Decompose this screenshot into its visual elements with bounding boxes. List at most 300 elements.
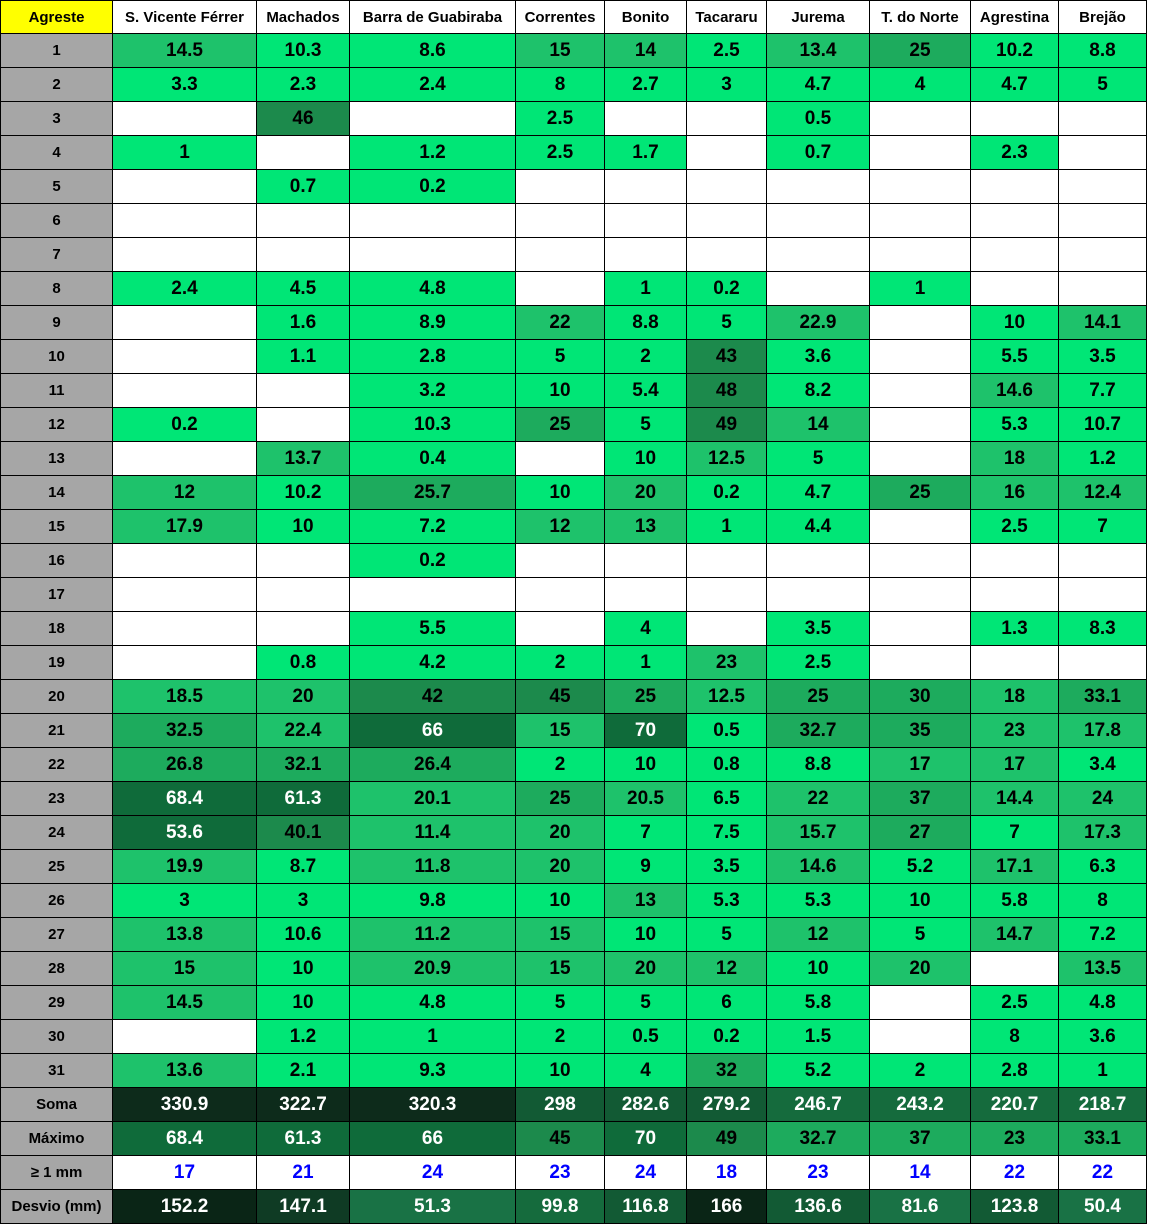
day-row — [1, 510, 1147, 544]
rain-cell: 11.2 — [350, 918, 516, 952]
day-label: 13 — [1, 442, 113, 476]
rain-cell: 13.4 — [767, 34, 870, 68]
day-label: 19 — [1, 646, 113, 680]
rain-cell: 5 — [687, 918, 767, 952]
day-row — [1, 884, 1147, 918]
rain-cell — [605, 578, 687, 612]
day-label: 17 — [1, 578, 113, 612]
rain-cell: 13 — [605, 884, 687, 918]
rain-cell — [767, 238, 870, 272]
summary-cell: 50.4 — [1059, 1190, 1147, 1224]
summary-cell: 37 — [870, 1122, 971, 1156]
summary-cell: 49 — [687, 1122, 767, 1156]
rain-cell — [605, 170, 687, 204]
rain-cell: 35 — [870, 714, 971, 748]
rain-cell — [113, 578, 257, 612]
rain-cell: 12 — [113, 476, 257, 510]
rain-cell — [971, 272, 1059, 306]
rain-cell — [1059, 102, 1147, 136]
rain-cell: 0.4 — [350, 442, 516, 476]
rain-cell: 5.5 — [350, 612, 516, 646]
rain-cell: 10.7 — [1059, 408, 1147, 442]
rain-cell: 2.3 — [971, 136, 1059, 170]
rain-cell: 0.8 — [687, 748, 767, 782]
rain-cell — [870, 306, 971, 340]
day-row — [1, 850, 1147, 884]
rain-cell: 1.6 — [257, 306, 350, 340]
rain-cell: 10 — [516, 884, 605, 918]
rain-cell — [870, 170, 971, 204]
column-header: T. do Norte — [870, 1, 971, 34]
summary-row-max — [1, 1122, 1147, 1156]
rain-cell: 2.5 — [767, 646, 870, 680]
day-label: 11 — [1, 374, 113, 408]
rain-cell: 20.1 — [350, 782, 516, 816]
rain-cell: 10 — [605, 442, 687, 476]
rain-cell — [870, 544, 971, 578]
rain-cell: 7.2 — [1059, 918, 1147, 952]
day-label: 6 — [1, 204, 113, 238]
rain-cell: 8.7 — [257, 850, 350, 884]
rain-cell: 10.6 — [257, 918, 350, 952]
rain-cell: 22 — [767, 782, 870, 816]
rain-cell — [257, 136, 350, 170]
column-header: Machados — [257, 1, 350, 34]
rain-cell: 12 — [516, 510, 605, 544]
summary-cell: 220.7 — [971, 1088, 1059, 1122]
rain-cell: 1.2 — [1059, 442, 1147, 476]
rain-cell: 7.7 — [1059, 374, 1147, 408]
rain-cell: 32.5 — [113, 714, 257, 748]
day-row — [1, 68, 1147, 102]
rain-cell: 2.5 — [971, 986, 1059, 1020]
rain-cell: 1 — [687, 510, 767, 544]
rain-cell — [870, 442, 971, 476]
summary-cell: 23 — [971, 1122, 1059, 1156]
summary-cell: 66 — [350, 1122, 516, 1156]
day-label: 14 — [1, 476, 113, 510]
rain-cell: 19.9 — [113, 850, 257, 884]
rain-cell — [113, 374, 257, 408]
summary-cell: 51.3 — [350, 1190, 516, 1224]
day-label: 26 — [1, 884, 113, 918]
rain-cell: 14.7 — [971, 918, 1059, 952]
rain-cell — [257, 612, 350, 646]
rain-cell: 10.3 — [350, 408, 516, 442]
rain-cell: 43 — [687, 340, 767, 374]
rain-cell — [971, 544, 1059, 578]
table-body — [1, 34, 1147, 1224]
rain-cell: 24 — [1059, 782, 1147, 816]
summary-cell: 243.2 — [870, 1088, 971, 1122]
rain-cell: 0.2 — [687, 1020, 767, 1054]
rain-cell: 12.5 — [687, 442, 767, 476]
rain-cell: 4.5 — [257, 272, 350, 306]
rain-cell — [767, 170, 870, 204]
rain-cell: 8 — [516, 68, 605, 102]
rain-cell: 4.7 — [767, 68, 870, 102]
rain-cell: 8.6 — [350, 34, 516, 68]
rain-cell: 5 — [516, 340, 605, 374]
rain-cell: 23 — [687, 646, 767, 680]
region-title: Agreste — [1, 1, 113, 34]
day-row — [1, 578, 1147, 612]
rain-cell — [870, 646, 971, 680]
rain-cell: 10 — [257, 952, 350, 986]
day-label: 10 — [1, 340, 113, 374]
rain-cell — [1059, 272, 1147, 306]
rain-cell: 7 — [1059, 510, 1147, 544]
rain-cell: 5 — [516, 986, 605, 1020]
rain-cell — [971, 646, 1059, 680]
rain-cell — [516, 204, 605, 238]
rain-cell: 3.6 — [767, 340, 870, 374]
rain-cell — [113, 442, 257, 476]
rain-cell: 25 — [605, 680, 687, 714]
rain-cell: 13.5 — [1059, 952, 1147, 986]
rain-cell — [350, 238, 516, 272]
rain-cell: 25.7 — [350, 476, 516, 510]
rain-cell: 10.2 — [257, 476, 350, 510]
rain-cell: 17.3 — [1059, 816, 1147, 850]
rain-cell: 1 — [113, 136, 257, 170]
summary-label: Máximo — [1, 1122, 113, 1156]
rain-cell: 5.8 — [767, 986, 870, 1020]
rain-cell: 10 — [971, 306, 1059, 340]
rain-cell — [971, 952, 1059, 986]
day-label: 30 — [1, 1020, 113, 1054]
rain-cell — [870, 204, 971, 238]
rain-cell: 0.2 — [350, 544, 516, 578]
rain-cell — [257, 374, 350, 408]
rain-cell: 25 — [870, 476, 971, 510]
rain-cell: 0.5 — [687, 714, 767, 748]
summary-label: Soma — [1, 1088, 113, 1122]
rain-cell: 8.2 — [767, 374, 870, 408]
rain-cell: 0.5 — [605, 1020, 687, 1054]
rain-cell: 68.4 — [113, 782, 257, 816]
rain-cell: 20 — [516, 850, 605, 884]
summary-cell: 116.8 — [605, 1190, 687, 1224]
rain-cell — [605, 238, 687, 272]
rain-cell — [1059, 204, 1147, 238]
rain-cell: 5.3 — [767, 884, 870, 918]
summary-cell: 22 — [971, 1156, 1059, 1190]
rain-cell: 4.7 — [767, 476, 870, 510]
summary-cell: 246.7 — [767, 1088, 870, 1122]
column-header: Correntes — [516, 1, 605, 34]
rain-cell: 12 — [767, 918, 870, 952]
day-row — [1, 170, 1147, 204]
rain-cell: 26.4 — [350, 748, 516, 782]
rain-cell — [1059, 646, 1147, 680]
rain-cell: 5 — [687, 306, 767, 340]
rain-cell — [971, 170, 1059, 204]
rain-cell — [257, 204, 350, 238]
rain-cell: 49 — [687, 408, 767, 442]
day-label: 7 — [1, 238, 113, 272]
rain-cell: 0.7 — [767, 136, 870, 170]
day-label: 1 — [1, 34, 113, 68]
day-row — [1, 1020, 1147, 1054]
day-label: 25 — [1, 850, 113, 884]
rain-cell: 5 — [767, 442, 870, 476]
summary-cell: 24 — [605, 1156, 687, 1190]
day-row — [1, 408, 1147, 442]
rain-cell: 10.2 — [971, 34, 1059, 68]
rain-cell — [971, 204, 1059, 238]
rain-cell: 20 — [257, 680, 350, 714]
summary-cell: 166 — [687, 1190, 767, 1224]
rain-cell: 4.8 — [1059, 986, 1147, 1020]
rain-cell: 5.5 — [971, 340, 1059, 374]
rain-cell — [971, 578, 1059, 612]
rain-cell: 8.8 — [767, 748, 870, 782]
day-row — [1, 34, 1147, 68]
rain-cell: 1.7 — [605, 136, 687, 170]
column-header: Bonito — [605, 1, 687, 34]
day-row — [1, 612, 1147, 646]
rain-cell: 14.5 — [113, 986, 257, 1020]
rain-cell — [870, 136, 971, 170]
day-row — [1, 748, 1147, 782]
summary-cell: 99.8 — [516, 1190, 605, 1224]
rain-cell: 0.2 — [687, 476, 767, 510]
rain-cell: 0.2 — [687, 272, 767, 306]
rain-cell: 2.8 — [350, 340, 516, 374]
rain-cell: 22.9 — [767, 306, 870, 340]
rain-cell: 20 — [605, 476, 687, 510]
rain-cell: 1.5 — [767, 1020, 870, 1054]
rain-cell — [605, 102, 687, 136]
rain-cell: 10 — [516, 476, 605, 510]
rain-cell — [687, 238, 767, 272]
day-row — [1, 306, 1147, 340]
rain-cell: 12 — [687, 952, 767, 986]
summary-cell: 218.7 — [1059, 1088, 1147, 1122]
rain-cell — [516, 238, 605, 272]
rain-cell: 1 — [605, 646, 687, 680]
rain-cell: 42 — [350, 680, 516, 714]
rain-cell: 5.2 — [870, 850, 971, 884]
rain-cell — [516, 442, 605, 476]
rain-cell: 13.6 — [113, 1054, 257, 1088]
rain-cell: 18 — [971, 680, 1059, 714]
rain-cell: 15 — [113, 952, 257, 986]
rain-cell: 2.3 — [257, 68, 350, 102]
rain-cell: 27 — [870, 816, 971, 850]
rain-cell: 5.3 — [687, 884, 767, 918]
rain-cell — [687, 170, 767, 204]
rain-cell: 33.1 — [1059, 680, 1147, 714]
rain-cell — [767, 272, 870, 306]
rain-cell: 66 — [350, 714, 516, 748]
rain-cell — [113, 612, 257, 646]
rain-cell — [113, 238, 257, 272]
day-label: 15 — [1, 510, 113, 544]
rain-cell: 7.2 — [350, 510, 516, 544]
day-label: 8 — [1, 272, 113, 306]
rain-cell: 4.2 — [350, 646, 516, 680]
day-row — [1, 816, 1147, 850]
rain-cell: 10 — [605, 748, 687, 782]
rain-cell: 9.3 — [350, 1054, 516, 1088]
rain-cell: 11.4 — [350, 816, 516, 850]
rain-cell — [687, 102, 767, 136]
day-row — [1, 544, 1147, 578]
rain-cell: 2.5 — [687, 34, 767, 68]
rain-cell: 2.5 — [971, 510, 1059, 544]
rain-cell: 15 — [516, 952, 605, 986]
day-row — [1, 714, 1147, 748]
rain-cell: 3.5 — [687, 850, 767, 884]
rain-cell: 32.7 — [767, 714, 870, 748]
summary-row-count — [1, 1156, 1147, 1190]
rain-cell: 32.1 — [257, 748, 350, 782]
rain-cell: 8 — [1059, 884, 1147, 918]
rain-cell: 1 — [350, 1020, 516, 1054]
rain-cell: 5 — [1059, 68, 1147, 102]
rain-cell — [516, 544, 605, 578]
rain-cell: 0.2 — [350, 170, 516, 204]
rain-cell — [1059, 170, 1147, 204]
summary-cell: 24 — [350, 1156, 516, 1190]
rain-cell: 2.4 — [113, 272, 257, 306]
day-row — [1, 238, 1147, 272]
rain-cell: 53.6 — [113, 816, 257, 850]
rain-cell: 7.5 — [687, 816, 767, 850]
rain-cell: 26.8 — [113, 748, 257, 782]
rain-cell — [113, 1020, 257, 1054]
rain-cell: 4.7 — [971, 68, 1059, 102]
rain-cell: 32 — [687, 1054, 767, 1088]
rain-cell: 16 — [971, 476, 1059, 510]
day-row — [1, 374, 1147, 408]
rain-cell: 8.3 — [1059, 612, 1147, 646]
summary-cell: 32.7 — [767, 1122, 870, 1156]
day-row — [1, 918, 1147, 952]
summary-cell: 298 — [516, 1088, 605, 1122]
rain-cell: 17 — [870, 748, 971, 782]
rain-cell — [516, 272, 605, 306]
rain-cell: 2.5 — [516, 136, 605, 170]
rain-cell — [113, 646, 257, 680]
rain-cell: 14.5 — [113, 34, 257, 68]
day-label: 2 — [1, 68, 113, 102]
rain-cell: 2 — [516, 1020, 605, 1054]
day-row — [1, 442, 1147, 476]
summary-cell: 81.6 — [870, 1190, 971, 1224]
summary-row-soma — [1, 1088, 1147, 1122]
summary-cell: 147.1 — [257, 1190, 350, 1224]
rain-cell: 17.8 — [1059, 714, 1147, 748]
rain-cell: 25 — [516, 782, 605, 816]
summary-cell: 136.6 — [767, 1190, 870, 1224]
rain-cell: 3 — [113, 884, 257, 918]
rain-cell: 25 — [767, 680, 870, 714]
rain-cell: 4.8 — [350, 986, 516, 1020]
rain-cell — [870, 578, 971, 612]
rain-cell — [516, 612, 605, 646]
day-label: 22 — [1, 748, 113, 782]
rain-cell — [113, 204, 257, 238]
day-label: 29 — [1, 986, 113, 1020]
summary-label: ≥ 1 mm — [1, 1156, 113, 1190]
rain-cell: 1.3 — [971, 612, 1059, 646]
rain-cell: 14.4 — [971, 782, 1059, 816]
rain-cell: 14 — [767, 408, 870, 442]
rain-cell — [257, 408, 350, 442]
rain-cell: 10 — [605, 918, 687, 952]
day-row — [1, 1054, 1147, 1088]
rain-cell — [1059, 578, 1147, 612]
rain-cell: 5 — [870, 918, 971, 952]
rain-cell: 0.8 — [257, 646, 350, 680]
rain-cell: 12.4 — [1059, 476, 1147, 510]
rain-cell: 22 — [516, 306, 605, 340]
rain-cell: 2.5 — [516, 102, 605, 136]
rain-cell — [113, 306, 257, 340]
rain-cell: 0.7 — [257, 170, 350, 204]
rain-cell: 10 — [516, 1054, 605, 1088]
rain-cell — [767, 544, 870, 578]
rain-cell — [350, 102, 516, 136]
day-label: 20 — [1, 680, 113, 714]
rain-cell: 11.8 — [350, 850, 516, 884]
rain-cell: 20.9 — [350, 952, 516, 986]
summary-cell: 322.7 — [257, 1088, 350, 1122]
rain-cell: 17.1 — [971, 850, 1059, 884]
day-row — [1, 204, 1147, 238]
day-row — [1, 102, 1147, 136]
day-label: 16 — [1, 544, 113, 578]
summary-label: Desvio (mm) — [1, 1190, 113, 1224]
rain-cell: 7 — [605, 816, 687, 850]
rain-cell: 2.7 — [605, 68, 687, 102]
day-row — [1, 272, 1147, 306]
rain-cell — [687, 136, 767, 170]
column-header: Agrestina — [971, 1, 1059, 34]
rain-cell — [1059, 136, 1147, 170]
rain-cell: 25 — [516, 408, 605, 442]
rain-cell: 15 — [516, 34, 605, 68]
rain-cell: 17 — [971, 748, 1059, 782]
rain-cell — [113, 170, 257, 204]
day-row — [1, 986, 1147, 1020]
rain-cell: 4 — [870, 68, 971, 102]
day-label: 12 — [1, 408, 113, 442]
column-header: Barra de Guabiraba — [350, 1, 516, 34]
rain-cell: 22.4 — [257, 714, 350, 748]
summary-cell: 21 — [257, 1156, 350, 1190]
rain-cell: 6 — [687, 986, 767, 1020]
rain-cell: 3 — [257, 884, 350, 918]
day-label: 9 — [1, 306, 113, 340]
rain-cell: 2.1 — [257, 1054, 350, 1088]
rain-cell: 8.8 — [1059, 34, 1147, 68]
rain-cell: 2 — [870, 1054, 971, 1088]
column-header: Tacararu — [687, 1, 767, 34]
rain-cell — [971, 102, 1059, 136]
rain-cell: 18.5 — [113, 680, 257, 714]
rain-cell — [870, 238, 971, 272]
rain-cell — [350, 578, 516, 612]
day-label: 18 — [1, 612, 113, 646]
rain-cell: 1 — [1059, 1054, 1147, 1088]
day-label: 3 — [1, 102, 113, 136]
rain-cell — [605, 204, 687, 238]
day-label: 4 — [1, 136, 113, 170]
